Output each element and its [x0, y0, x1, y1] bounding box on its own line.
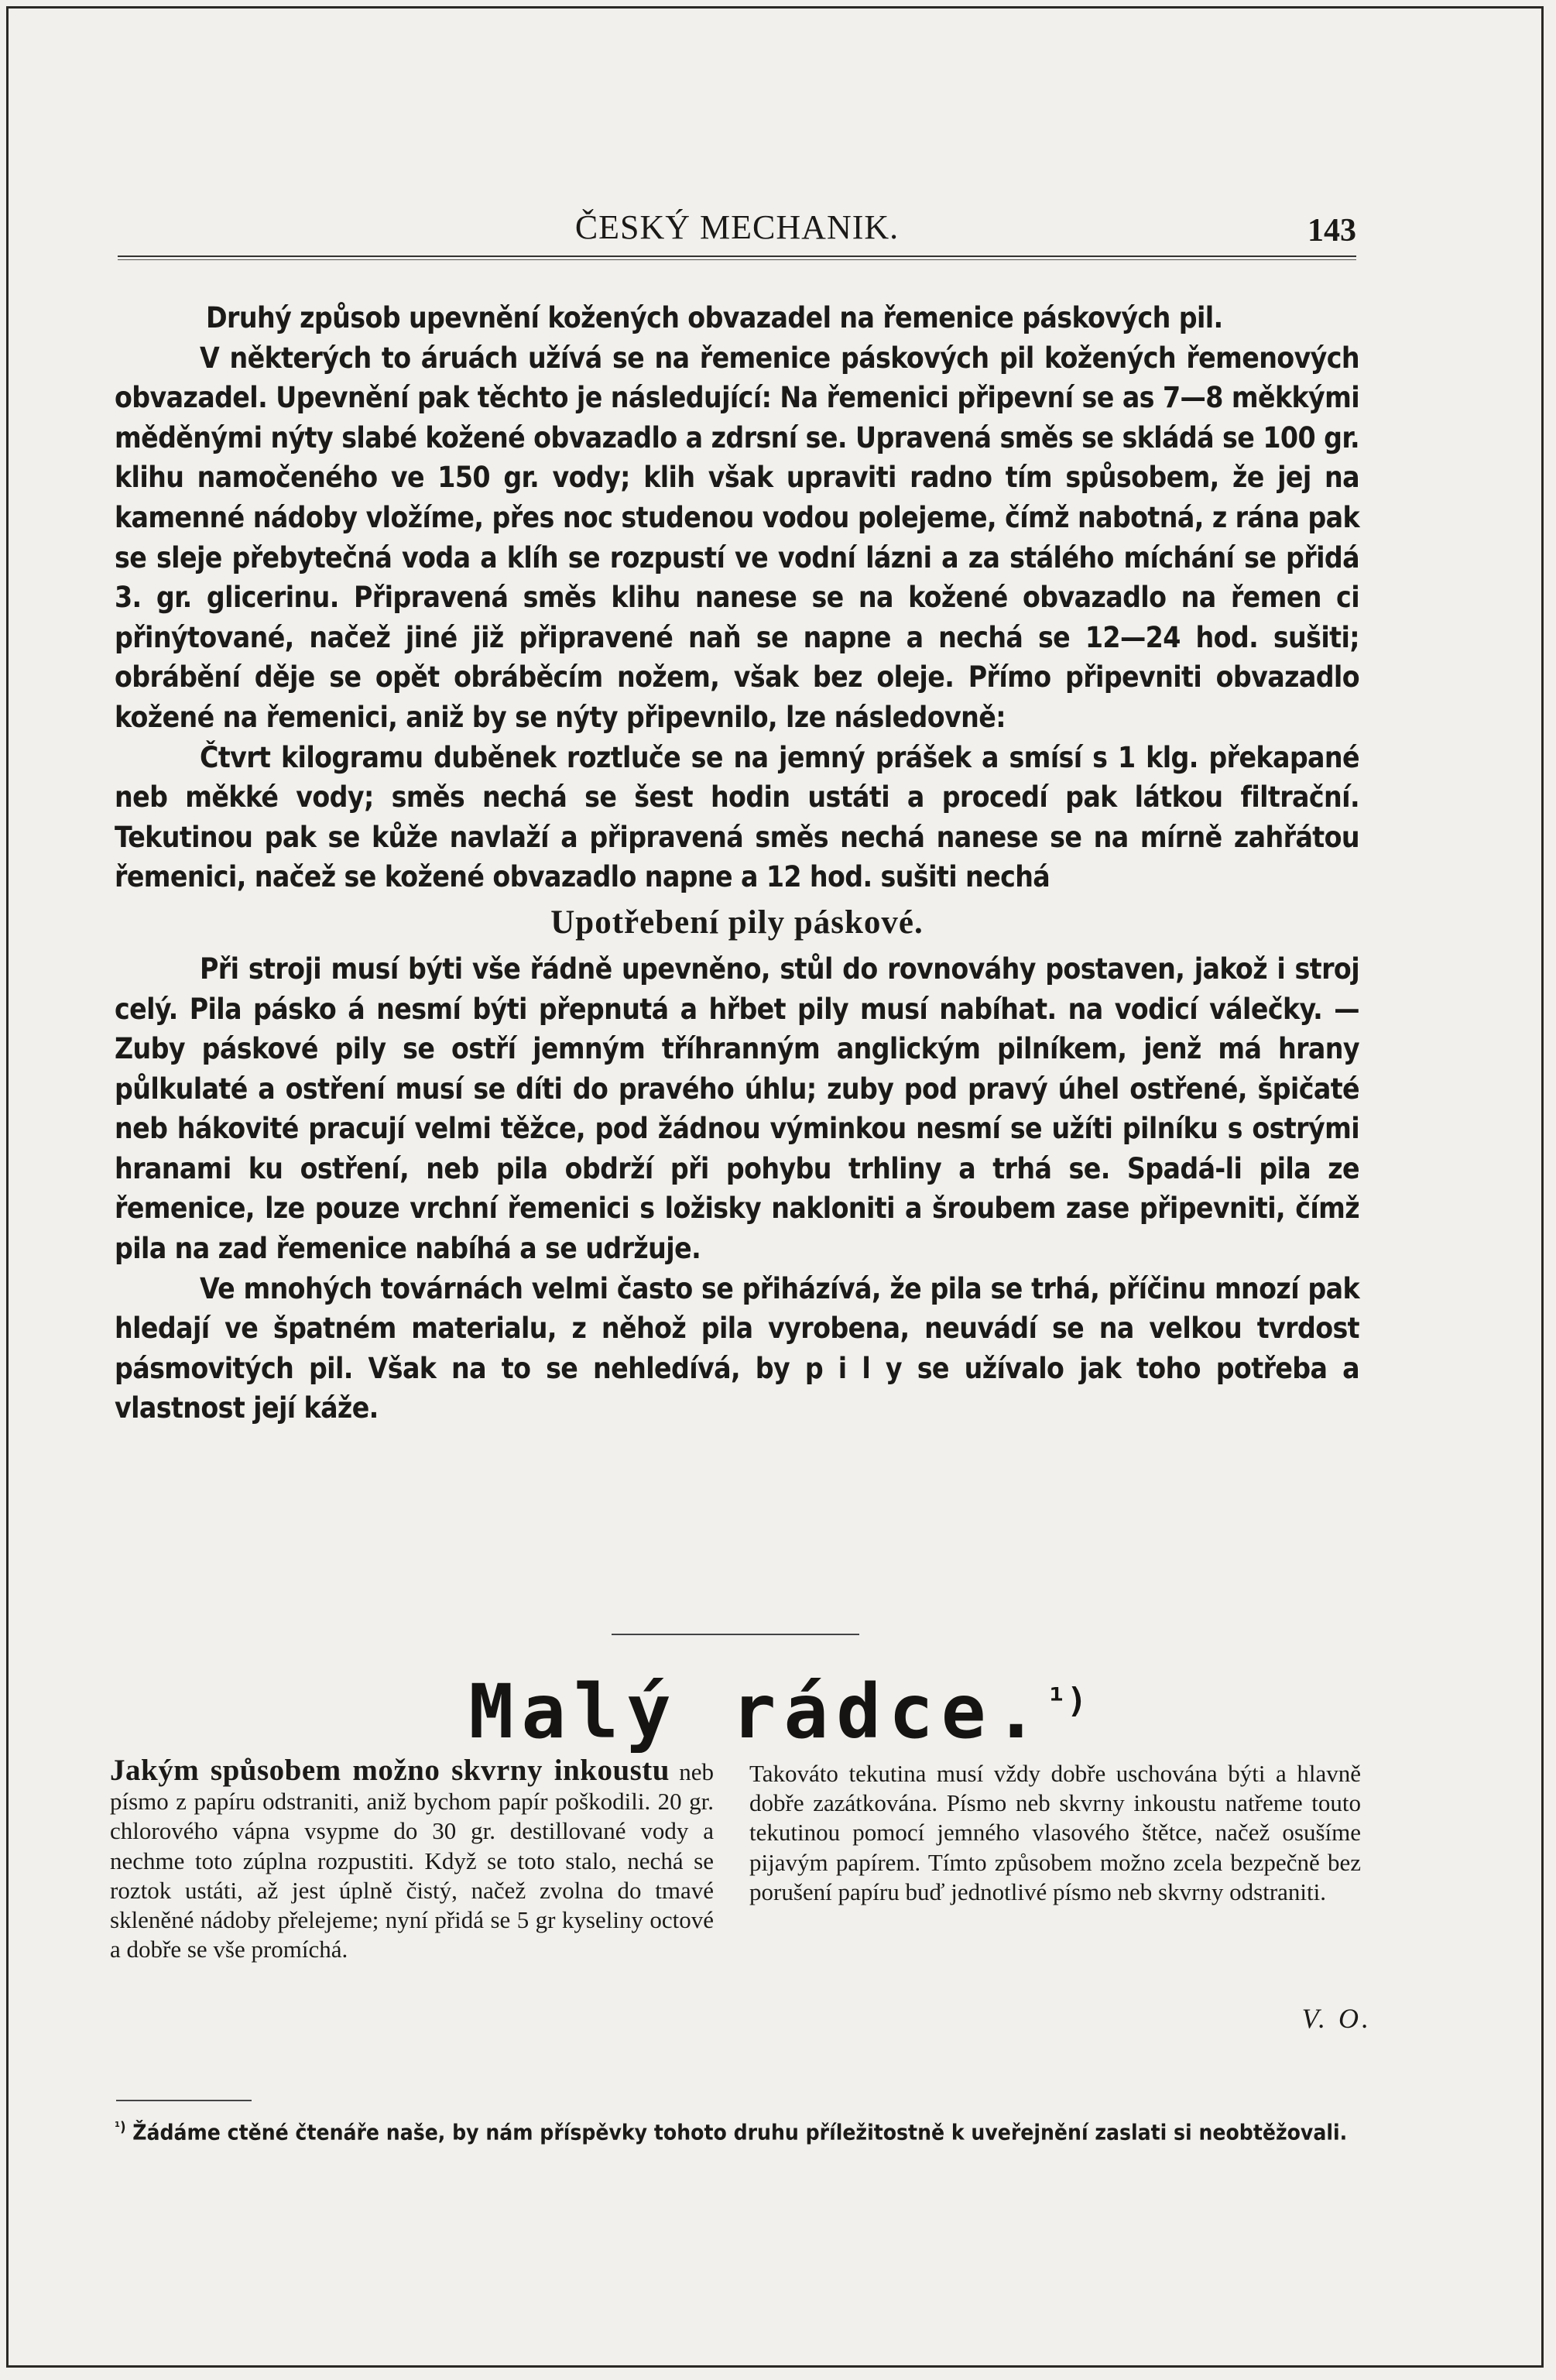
footnote-text: Žádáme ctěné čtenáře naše, by nám příspěvky tohoto druhu příležitostně k uveřejnění zaslati si neobtěžovali.: [132, 2119, 1348, 2145]
article2-paragraph: Při stroji musí býti vše řádně upevněno, stůl do rovnováhy postaven, jakož i stroj celý. Pila pásko á nesmí býti přepnutá a hřbet pily musí nabíhat. na vodicí válečky. — Zuby páskové pily se ostří jemným tříhranným anglickým pilníkem, jenž má hrany půlkulaté a ostření musí se díti do pravého úhlu; zuby pod pravý úhel ostřené, špičaté neb hákovité pracují velmi těžce, pod žádnou výminkou nesmí se užíti pilníku s ostrými hranami ku ostření, neb pila obdrží při pohybu trhliny a trhá se. Spadá-li pila ze řemenice, lze pouze vrchní řemenici s ložisky nakloniti a šroubem zase připevniti, čímž pila na zad řemenice nabíhá a se udržuje.: [115, 952, 1359, 1266]
header-rule: [118, 255, 1356, 260]
advice-left-column: [110, 1756, 714, 1964]
section-title-footnote-mark: ¹): [1046, 1681, 1088, 1720]
article1-paragraph: Čtvrt kilogramu duběnek roztluče se na jemný prášek a smísí s 1 klg. překapané neb měkké vody; směs nechá se šest hodin ustáti a procedí pak látkou filtrační. Tekutinou pak se kůže navlaží a připravená směs nechá nanese se na mírně zahřátou řemenici, načež se kožené obvazadlo napne a 12 hod. sušiti nechá: [115, 740, 1359, 894]
article1-paragraph: V některých to áruách užívá se na řemenice páskových pil kožených řemenových obvazadel. Upevnění pak těchto je následující: Na řemenici připevní se as 7—8 měkkými měděnými nýty slabé kožené obvazadlo a zdrsní se. Upravená směs se skládá se 100 gr. klihu namočeného ve 150 gr. vody; klih však upraviti radno tím spůsobem, že jej na kamenné nádoby vložíme, přes noc studenou vodou polejeme, čímž nabotná, z rána pak se sleje přebytečná voda a klíh se rozpustí ve vodní lázni a za stálého míchání se přidá 3. gr. glicerinu. Připravená směs klihu nanese se na kožené obvazadlo na řemen ci přinýtované, načež jiné již připravené naň se napne a nechá se 12—24 hod. sušiti; obrábění děje se opět obráběcím nožem, však bez oleje. Přímo připevniti obvazadlo kožené na řemenici, aniž by se nýty připevnilo, lze následovně:: [115, 341, 1359, 734]
advice-left-body: neb písmo z papíru odstraniti, aniž bychom papír poškodili. 20 gr. chlorového vápna vsypme do 30 gr. destillované vody a nechme toto zúplna rozpustiti. Když se toto stalo, nechá se roztok ustáti, až jest úplně čistý, načež zvolna do tmavé skleněné nádoby přelejeme; nyní přidá se 5 gr kyseliny octové a dobře se vše promíchá.: [110, 1758, 715, 1963]
article1-title: Druhý způsob upevnění kožených obvazadel na řemenice páskových pil.: [206, 301, 1223, 334]
advice-signature: V. O.: [1301, 2003, 1372, 2034]
section-title: [0, 1668, 1556, 1755]
running-title: ČESKÝ MECHANIK.: [574, 208, 900, 246]
advice-left-text: [110, 1756, 714, 1964]
footnote-mark: ¹): [115, 2119, 126, 2135]
article2-paragraph: Ve mnohých továrnách velmi často se přiházívá, že pila se trhá, příčinu mnozí pak hledají ve špatném materialu, z něhož pila vyrobena, neuvádí se na velkou tvrdost pásmovitých pil. Však na to se nehledívá, by p i l y se užívalo jak toho potřeba a vlastnost její káže.: [115, 1271, 1359, 1425]
page-header: [118, 207, 1356, 262]
footnote-rule: [116, 2100, 252, 2101]
page-number: 143: [1308, 213, 1356, 249]
advice-lead: Jakým spůsobem možno skvrny inkoustu: [110, 1754, 670, 1787]
article2-heading: Upotřebení pily páskové.: [550, 904, 924, 941]
main-text: [115, 298, 1359, 1428]
advice-right-text: Takováto tekutina musí vždy dobře uschována býti a hlavně dobře zazátkována. Písmo neb skvrny inkoustu natřeme touto tekutinou pomocí jemného vlasového štětce, načež osušíme pijavým papírem. Tímto způsobem možno zcela bezpečně bez porušení papíru buď jednotlivé písmo neb skvrny odstraniti.: [749, 1760, 1361, 1905]
section-title-text: Malý rádce.: [468, 1668, 1047, 1755]
footnote: [115, 2114, 1356, 2146]
advice-right-column: [749, 1759, 1361, 1907]
section-divider: [612, 1634, 859, 1635]
